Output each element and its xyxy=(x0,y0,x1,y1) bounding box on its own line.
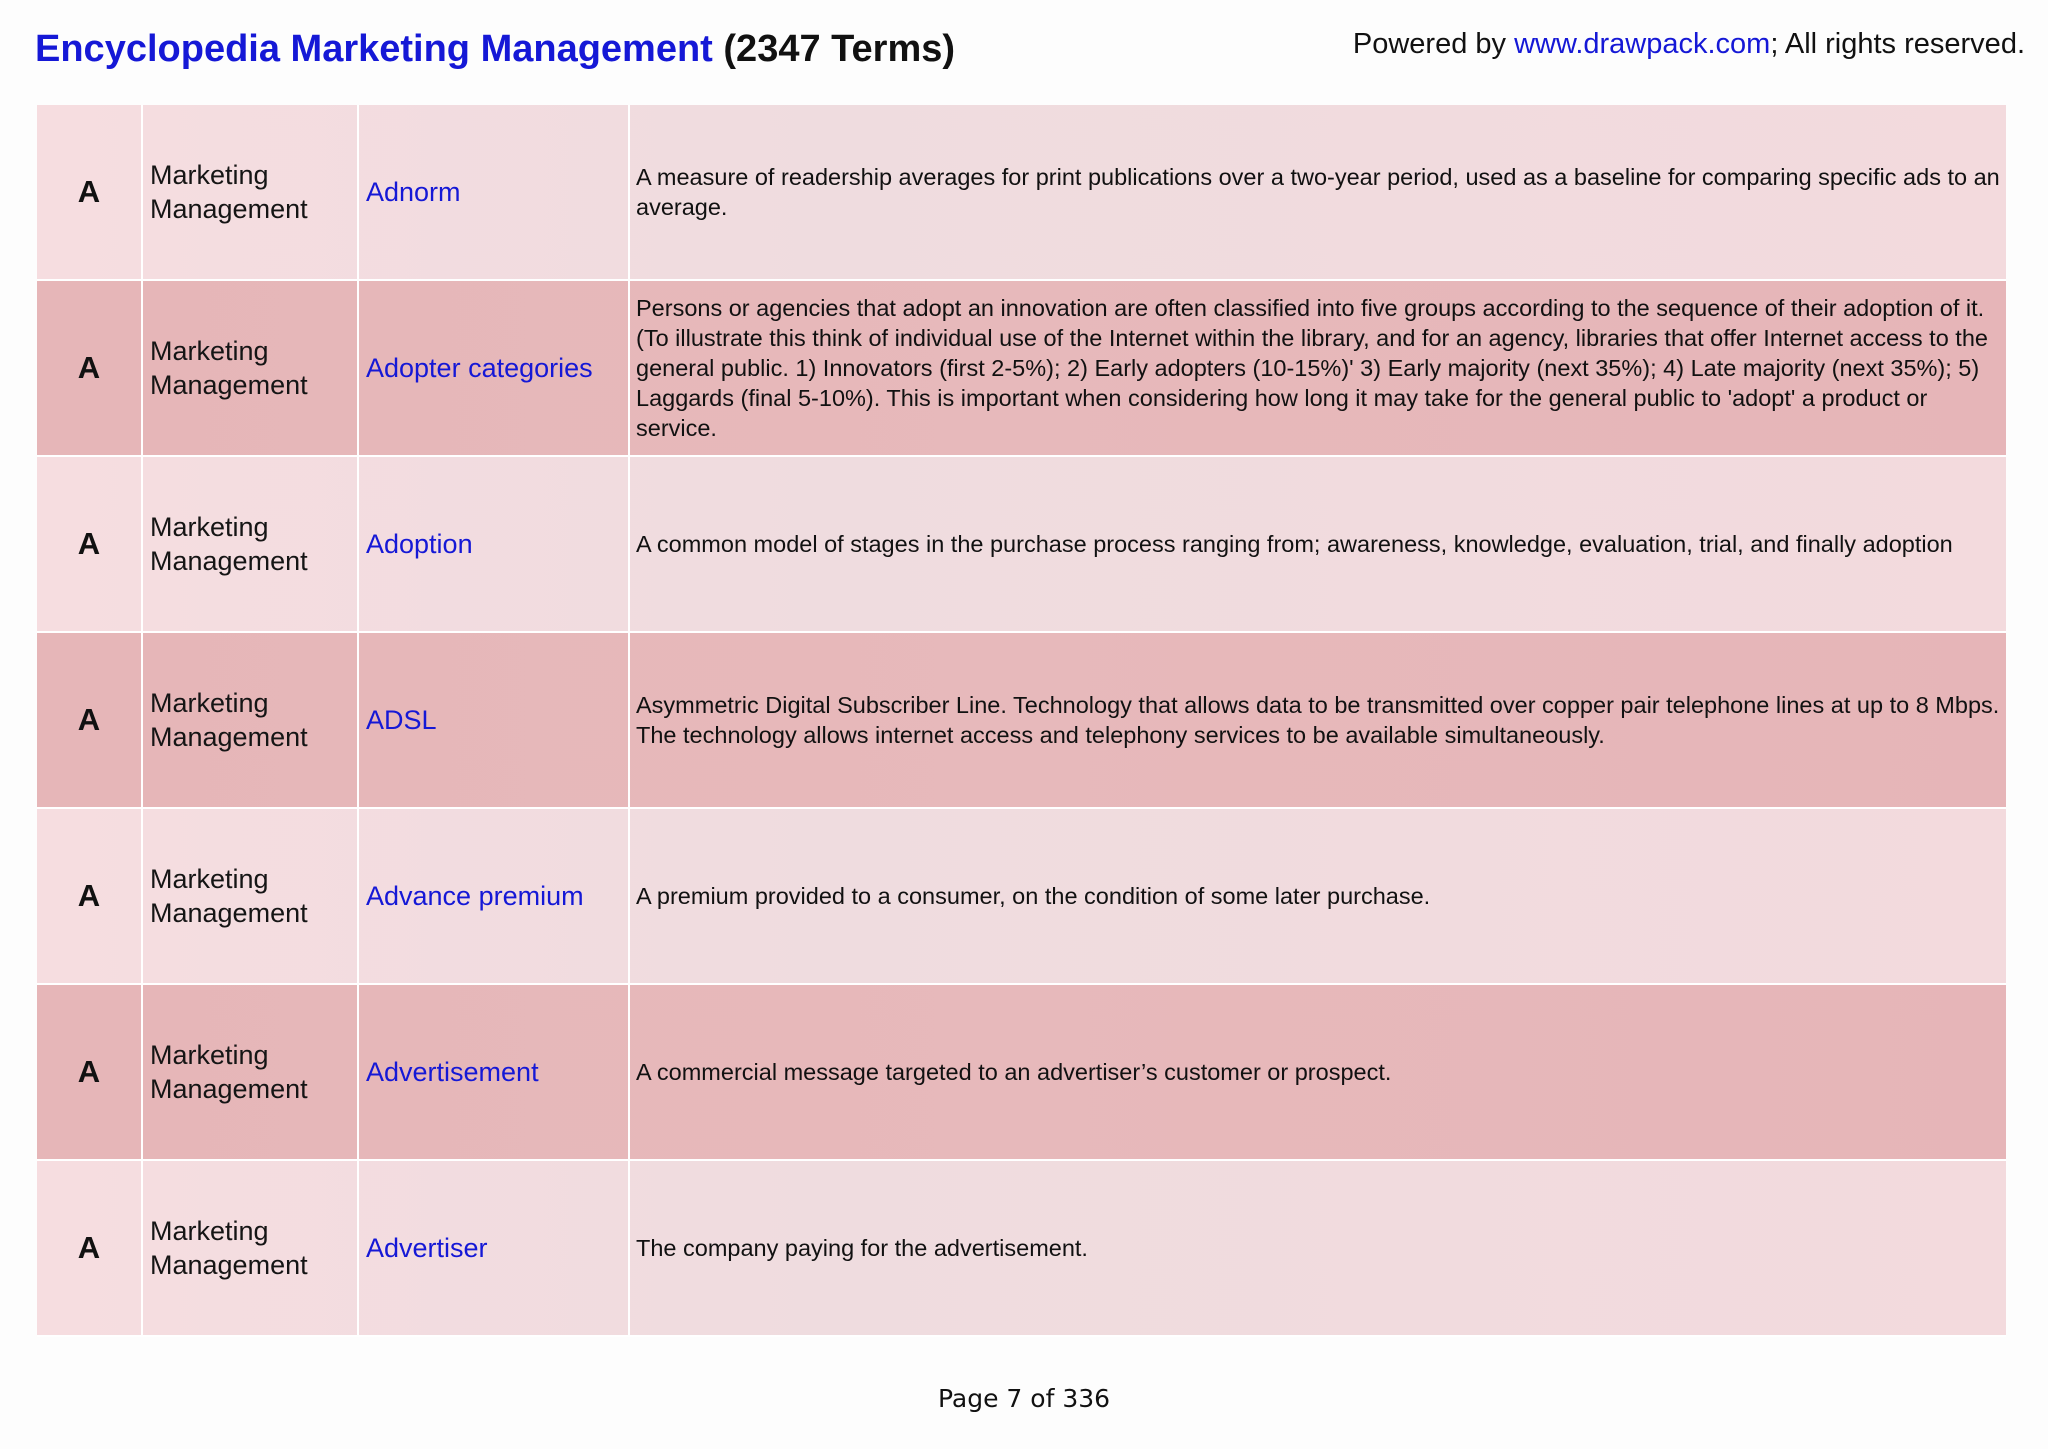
letter-cell: A xyxy=(37,985,143,1159)
table-row xyxy=(37,457,2006,633)
term-link[interactable]: Advance premium xyxy=(359,809,630,983)
table-row xyxy=(37,1161,2006,1337)
definition-cell: A premium provided to a consumer, on the condition of some later purchase. xyxy=(636,883,1431,909)
page-header xyxy=(35,28,2025,78)
category-cell: Marketing Management xyxy=(143,809,359,983)
title-main: Encyclopedia Marketing Management xyxy=(35,28,713,70)
rights-text: ; All rights reserved. xyxy=(1770,28,2025,60)
table-row xyxy=(37,105,2006,281)
term-link[interactable]: Advertiser xyxy=(359,1161,630,1335)
term-link[interactable]: Advertisement xyxy=(359,985,630,1159)
definition-cell: Persons or agencies that adopt an innovation are often classified into five groups according to the sequence of their adoption of it. (To illustrate this think of individual use of the Internet within the library, and for an agency, libraries that offer Internet access to the general public. 1) Innovators (first 2-5%); 2) Early adopters (10-15%)' 3) Early majority (next 35%); 4) Late majority (next 35%); 5) Laggards (final 5-10%). This is important when considering how long it may take for the general public to 'adopt' a product or service. xyxy=(636,295,1988,441)
letter-cell: A xyxy=(37,105,143,279)
category-cell: Marketing Management xyxy=(143,1161,359,1335)
powered-by-notice xyxy=(1353,28,2025,61)
page-title xyxy=(35,28,955,71)
term-link[interactable]: Adnorm xyxy=(359,105,630,279)
drawpack-link[interactable]: www.drawpack.com xyxy=(1514,28,1771,60)
category-cell: Marketing Management xyxy=(143,457,359,631)
definition-cell: A commercial message targeted to an advertiser’s customer or prospect. xyxy=(636,1059,1392,1085)
table-row xyxy=(37,281,2006,457)
definition-cell: A common model of stages in the purchase process ranging from; awareness, knowledge, evaluation, trial, and finally adoption xyxy=(636,531,1953,557)
table-row xyxy=(37,633,2006,809)
category-cell: Marketing Management xyxy=(143,985,359,1159)
category-cell: Marketing Management xyxy=(143,633,359,807)
page-number: Page 7 of 336 xyxy=(937,1384,1111,1413)
term-link[interactable]: ADSL xyxy=(359,633,630,807)
term-link[interactable]: Adoption xyxy=(359,457,630,631)
definition-cell: The company paying for the advertisement. xyxy=(636,1235,1088,1261)
letter-cell: A xyxy=(37,809,143,983)
letter-cell: A xyxy=(37,1161,143,1335)
terms-table xyxy=(37,105,2006,1337)
table-row xyxy=(37,985,2006,1161)
powered-prefix: Powered by xyxy=(1352,28,1515,60)
term-count: (2347 Terms) xyxy=(712,28,956,70)
letter-cell: A xyxy=(37,281,143,455)
table-row xyxy=(37,809,2006,985)
term-link[interactable]: Adopter categories xyxy=(359,281,630,455)
category-cell: Marketing Management xyxy=(143,105,359,279)
definition-cell: A measure of readership averages for print publications over a two-year period, used as a baseline for comparing specific ads to an average. xyxy=(636,164,2000,220)
definition-cell: Asymmetric Digital Subscriber Line. Technology that allows data to be transmitted over copper pair telephone lines at up to 8 Mbps. The technology allows internet access and telephony services to be available simultaneously. xyxy=(636,692,2000,748)
letter-cell: A xyxy=(37,633,143,807)
letter-cell: A xyxy=(37,457,143,631)
category-cell: Marketing Management xyxy=(143,281,359,455)
